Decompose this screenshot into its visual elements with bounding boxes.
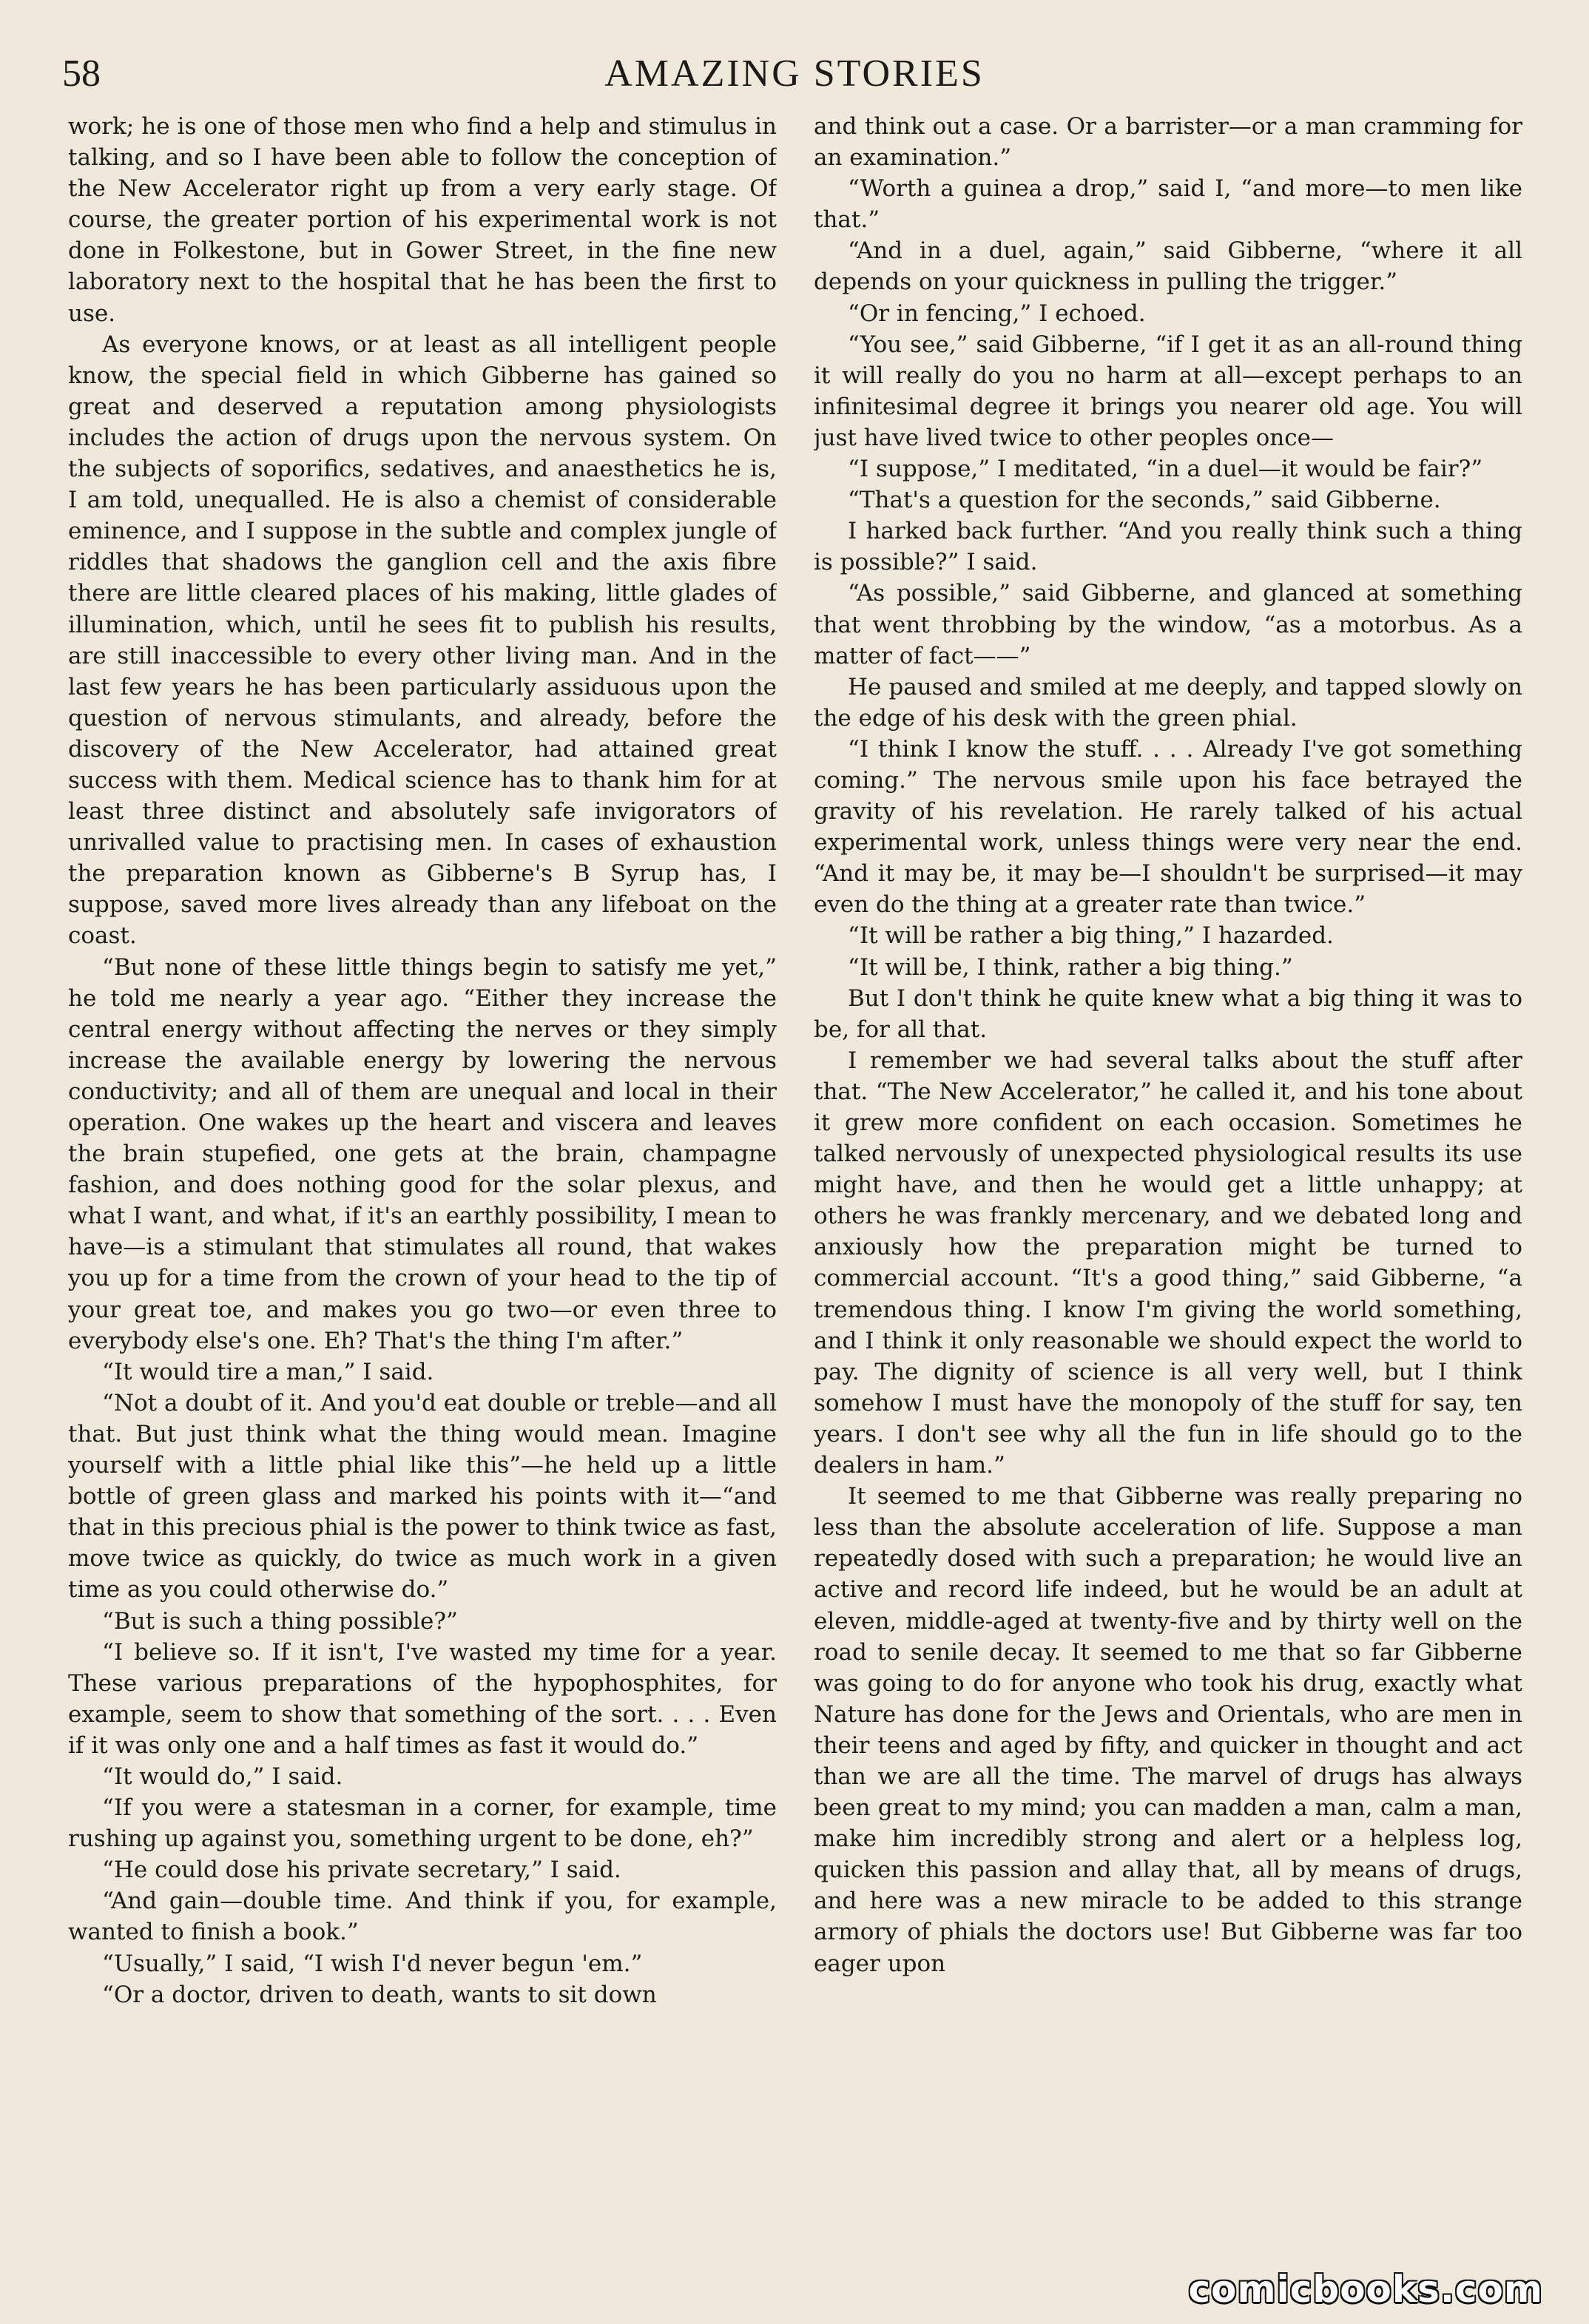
paragraph: I remember we had several talks about the stuff after that. “The New Accelerator,” he called it, and his tone about it grew more confident on each occasion. Sometimes he talked nervously of unexpected physiological results its use might have, and then he would get a little unhappy; at others he was frankly mercenary, and we debated long and anxiously how the preparation might be turned to commercial account. “It's a good thing,” said Gibberne, “a tremendous thing. I know I'm giving the world something, and I think it only reasonable we should expect the world to pay. The dignity of science is all very well, but I think somehow I must have the monopoly of the stuff for say, ten years. I don't see why all the fun in life should go to the dealers in ham.” xyxy=(814,1047,1522,1479)
page-header xyxy=(62,44,1527,104)
paragraph: “You see,” said Gibberne, “if I get it as an all-round thing it will really do you no harm at all—except perhaps to an infinitesimal degree it brings you nearer old age. You will just have lived twice to other peoples once— xyxy=(814,331,1522,451)
watermark-logo: comicbooks.com xyxy=(1188,2268,1543,2311)
paragraph: “Or a doctor, driven to death, wants to sit down xyxy=(102,1981,657,2008)
paragraph: “It would do,” I said. xyxy=(102,1763,343,1790)
paragraph: work; he is one of those men who find a help and stimulus in talking, and so I have been able to follow the conception of the New Accelerator right up from a very early stage. Of course, the greater portion of his experimental work is not done in Folkestone, but in Gower Street, in the fine new laboratory next to the hospital that he has been the first to use. xyxy=(68,113,777,327)
paragraph: “Not a doubt of it. And you'd eat double or treble—and all that. But just think what the thing would mean. Imagine yourself with a little phial like this”—he held up a little bottle of green glass and marked his points with it—“and that in this precious phial is the power to think twice as fast, move twice as quickly, do twice as much work in a given time as you could otherwise do.” xyxy=(68,1389,777,1604)
paragraph: But I don't think he quite knew what a big thing it was to be, for all that. xyxy=(814,984,1522,1043)
paragraph: “He could dose his private secretary,” I said. xyxy=(102,1857,621,1884)
paragraph: “As possible,” said Gibberne, and glanced at something that went throbbing by the window, “as a motorbus. As a matter of fact——” xyxy=(814,580,1522,669)
paragraph: It seemed to me that Gibberne was really preparing no less than the absolute acceleration of life. Suppose a man repeatedly dosed with such a preparation; he would live an active and record life indeed, but he would be an adult at eleven, middle-aged at twenty-five and by thirty well on the road to senile decay. It seemed to me that so far Gibberne was going to do for anyone who took his drug, exactly what Nature has done for the Jews and Orientals, who are men in their teens and aged by fifty, and quicker in thought and act than we are all the time. The marvel of drugs has always been great to my mind; you can madden a man, calm a man, make him incredibly strong and alert or a helpless log, quicken this passion and allay that, all by means of drugs, and here was a new miracle to be added to this strange armory of phials the doctors use! But Gibberne was far too eager upon xyxy=(814,1483,1522,1977)
paragraph: “Worth a guinea a drop,” said I, “and more—to men like that.” xyxy=(814,175,1522,234)
paragraph: “If you were a statesman in a corner, for example, time rushing up against you, something urgent to be done, eh?” xyxy=(68,1794,777,1853)
paragraph: “And in a duel, again,” said Gibberne, “where it all depends on your quickness in pulling the trigger.” xyxy=(814,237,1522,296)
right-column xyxy=(814,111,1522,2311)
paragraph: “Usually,” I said, “I wish I'd never begun 'em.” xyxy=(102,1950,643,1977)
paragraph: “It will be rather a big thing,” I hazarded. xyxy=(848,922,1334,950)
left-column xyxy=(68,111,777,2311)
paragraph: “I believe so. If it isn't, I've wasted my time for a year. These various preparations of the hypophosphites, for example, seem to show that something of the sort. . . . Even if it was only one and a half times as fast it would do.” xyxy=(68,1638,777,1759)
page-number: 58 xyxy=(62,53,101,95)
paragraph: He paused and smiled at me deeply, and tapped slowly on the edge of his desk with the green phial. xyxy=(814,673,1522,732)
paragraph: “Or in fencing,” I echoed. xyxy=(848,300,1146,327)
paragraph: “That's a question for the seconds,” said Gibberne. xyxy=(848,487,1441,514)
paragraph: “It will be, I think, rather a big thing.” xyxy=(848,953,1293,981)
paragraph: “I suppose,” I meditated, “in a duel—it would be fair?” xyxy=(848,456,1483,483)
paragraph: “I think I know the stuff. . . . Already I've got something coming.” The nervous smile upon his face betrayed the gravity of his revelation. He rarely talked of his actual experimental work, unless things were very near the end. “And it may be, it may be—I shouldn't be surprised—it may even do the thing at a greater rate than twice.” xyxy=(814,735,1522,919)
paragraph: and think out a case. Or a barrister—or a man cramming for an examination.” xyxy=(814,113,1522,172)
paragraph: “But is such a thing possible?” xyxy=(102,1607,458,1635)
paragraph: “It would tire a man,” I said. xyxy=(102,1358,434,1385)
magazine-title: AMAZING STORIES xyxy=(604,53,985,95)
paragraph: “And gain—double time. And think if you, for example, wanted to finish a book.” xyxy=(68,1888,777,1946)
paragraph: “But none of these little things begin to satisfy me yet,” he told me nearly a year ago. “Either they increase the central energy without affecting the nerves or they simply increase the available energy by lowering the nervous conductivity; and all of them are unequal and local in their operation. One wakes up the heart and viscera and leaves the brain stupefied, one gets at the brain, champagne fashion, and does nothing good for the solar plexus, and what I want, and what, if it's an earthly possibility, I mean to have—is a stimulant that stimulates all round, that wakes you up for a time from the crown of your head to the tip of your great toe, and makes you go two—or even three to everybody else's one. Eh? That's the thing I'm after.” xyxy=(68,953,777,1354)
paragraph: As everyone knows, or at least as all intelligent people know, the special field in which Gibberne has gained so great and deserved a reputation among physiologists includes the action of drugs upon the nervous system. On the subjects of soporifics, sedatives, and anaesthetics he is, I am told, unequalled. He is also a chemist of considerable eminence, and I suppose in the subtle and complex jungle of riddles that shadows the ganglion cell and the axis fibre there are little cleared places of his making, little glades of illumination, which, until he sees fit to publish his results, are still inaccessible to every other living man. And in the last few years he has been particularly assiduous upon the question of nervous stimulants, and already, before the discovery of the New Accelerator, had attained great success with them. Medical science has to thank him for at least three distinct and absolutely safe invigorators of unrivalled value to practising men. In cases of exhaustion the preparation known as Gibberne's B Syrup has, I suppose, saved more lives already than any lifeboat on the coast. xyxy=(68,331,777,950)
paragraph: I harked back further. “And you really think such a thing is possible?” I said. xyxy=(814,518,1522,576)
